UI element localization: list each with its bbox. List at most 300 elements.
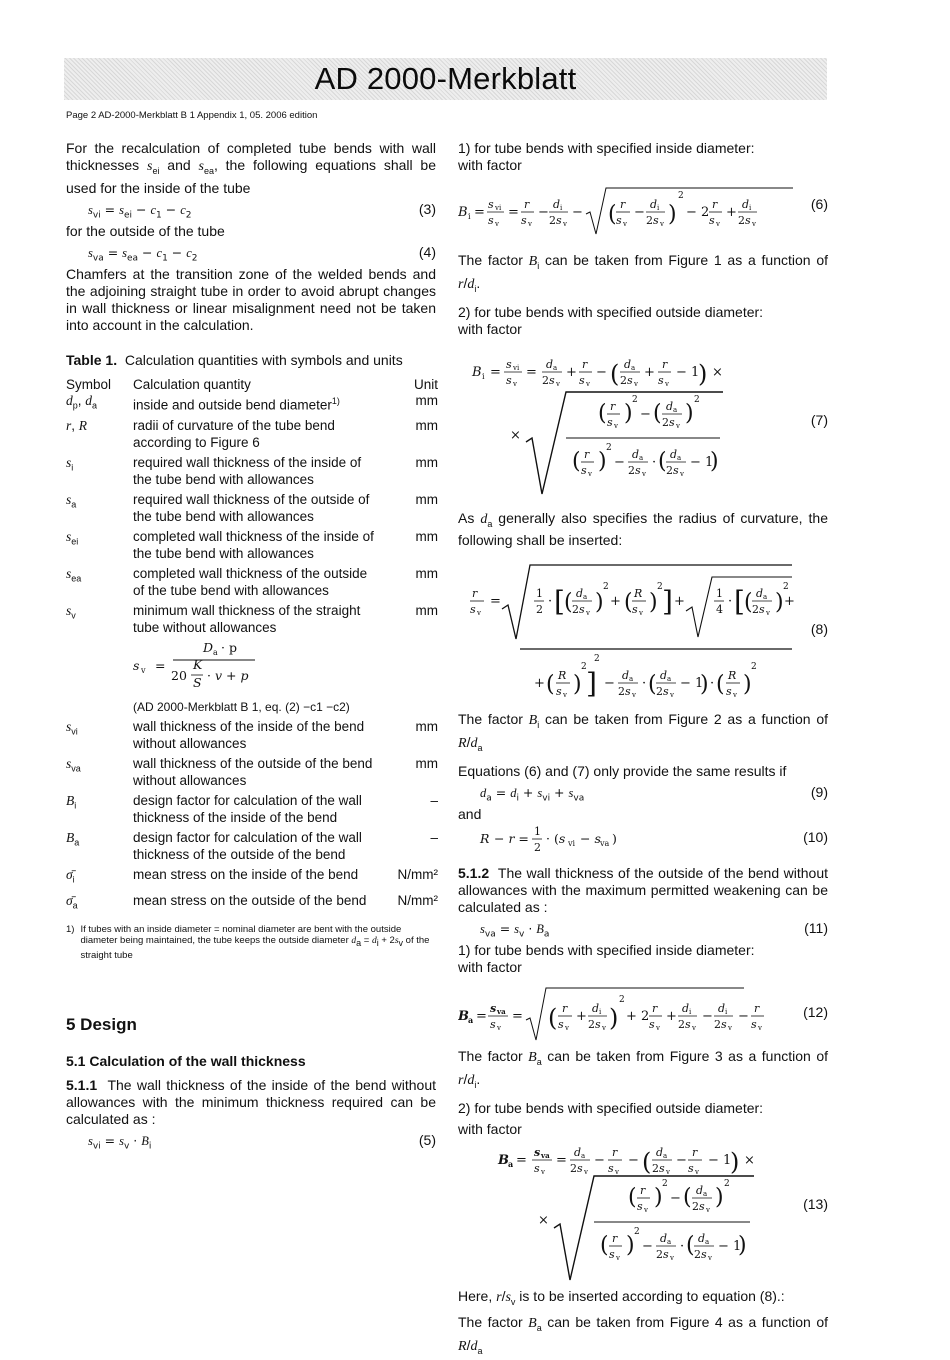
- svg-text:(: (: [608, 202, 617, 227]
- svg-text:vi: vi: [495, 204, 502, 212]
- svg-text:s: s: [751, 1017, 757, 1031]
- svg-text:r: r: [472, 587, 478, 601]
- paragraph-5-1-2: 5.1.2 The wall thickness of the outside of the bend without allowances with the maximum permitted weakening can be calculated as :: [458, 864, 828, 915]
- svg-text:×: ×: [744, 1152, 755, 1168]
- svg-text:r: r: [754, 1001, 760, 1015]
- equation-12: B a = s va s v = ( r s v + d i 2s v ) 2 + 2 r s v + d i 2s v − d i 2s v − r s v (12): [458, 984, 828, 1044]
- svg-text:2: 2: [694, 394, 700, 405]
- svg-text:s: s: [579, 373, 585, 387]
- svg-text:(: (: [598, 400, 607, 426]
- svg-text:+ 2: + 2: [626, 1008, 650, 1024]
- svg-text:a: a: [553, 363, 558, 372]
- table-row: r, R radii of curvature of the tube bend according to Figure 6 mm: [66, 418, 438, 450]
- svg-text:r: r: [562, 1001, 568, 1015]
- table-row: $s_i$ required wall thickness of the inside of the tube bend with allowances mm: [66, 455, 438, 487]
- svg-text:2s: 2s: [694, 1247, 707, 1261]
- svg-text:1: 1: [534, 824, 541, 838]
- svg-text:−: −: [642, 1238, 653, 1254]
- svg-text:vi: vi: [568, 838, 576, 848]
- svg-text:v: v: [584, 1167, 588, 1176]
- intro-paragraph: For the recalculation of completed tube bends with wall thicknesses $s_{ei}$ and $s_{ea}$, the following equations shall be used for the inside of the tube: [66, 140, 437, 196]
- svg-text:20: 20: [171, 668, 187, 684]
- svg-text:s: s: [632, 603, 638, 617]
- table-row: $s_a$ required wall thickness of the outside of the tube bend with allowances mm: [66, 492, 438, 524]
- svg-text:a: a: [763, 593, 768, 602]
- svg-text:a: a: [581, 1151, 586, 1160]
- svg-text:(: (: [600, 1232, 609, 1258]
- svg-text:i: i: [725, 1007, 728, 1016]
- running-head: Page 2 AD-2000-Merkblatt B 1 Appendix 1, 05. 2006 edition: [66, 110, 318, 121]
- svg-text:v: v: [586, 609, 590, 618]
- svg-text:(: (: [546, 672, 555, 698]
- svg-text:a: a: [639, 453, 644, 462]
- svg-text:d: d: [670, 447, 678, 461]
- svg-text:s: s: [658, 373, 664, 387]
- svg-text:s: s: [556, 685, 562, 699]
- case-1-inside: 1) for tube bends with specified inside diameter:: [458, 140, 755, 156]
- svg-text:2s: 2s: [618, 685, 631, 699]
- chamfers-paragraph: Chamfers at the transition zone of the welded bends and the adjoining straight tube in order to avoid abrupt changes in wall thickness or linear misalignment need not be taken into account in the calculation.: [66, 265, 436, 333]
- svg-text:v: v: [708, 1253, 712, 1262]
- equation-8: r s v = 1 2 · [ ( d a 2s v ) 2 + ( R s v ) 2 ] + 1 4 · [ ( d a 2s v ) 2 + + ( R s v ) 2 ] 2 − d a 2s v · ( d a 2s v − 1 ) · ( R s v ) 2 (8): [458, 559, 828, 707]
- svg-text:d: d: [682, 1001, 690, 1015]
- svg-text:·: ·: [548, 594, 553, 610]
- svg-text:d: d: [553, 198, 561, 211]
- svg-text:d: d: [622, 669, 630, 683]
- svg-text:s: s: [637, 1199, 643, 1213]
- svg-text:(: (: [716, 672, 725, 698]
- svg-text:−: −: [572, 205, 583, 220]
- here-paragraph: Here, $r/s_v$ is to be inserted according to equation (8).:: [458, 1287, 785, 1307]
- table-row: $s_{ea}$ completed wall thickness of the outside of the tube bend with allowances mm: [66, 566, 438, 598]
- svg-text:a: a: [508, 1158, 514, 1169]
- svg-text:v: v: [642, 469, 646, 478]
- svg-text:=: =: [155, 658, 166, 674]
- svg-text:r: r: [612, 1231, 618, 1245]
- sv-formula: [133, 638, 373, 694]
- svg-text:d: d: [698, 1231, 706, 1245]
- svg-text:R: R: [480, 830, 490, 846]
- page-title: AD 2000-Merkblatt: [314, 61, 577, 96]
- svg-text:v: v: [695, 1167, 699, 1176]
- svg-text:i: i: [749, 204, 752, 212]
- svg-text:(: (: [642, 1147, 652, 1176]
- svg-text:): ): [698, 359, 708, 388]
- section-5-1-heading: 5.1 Calculation of the wall thickness: [66, 1053, 306, 1070]
- svg-text:r: r: [584, 447, 590, 461]
- svg-text:v: v: [634, 379, 638, 388]
- svg-text:·: ·: [728, 594, 733, 610]
- table-row: $s_{ei}$ completed wall thickness of the inside of the tube bend with allowances mm: [66, 529, 438, 561]
- svg-text:(: (: [572, 448, 581, 474]
- paragraph-5-1-1: 5.1.1 The wall thickness of the inside of the bend without allowances with the minimum thickness required can be calculated as :: [66, 1077, 436, 1128]
- svg-text:2s: 2s: [549, 214, 562, 227]
- svg-text:d: d: [632, 447, 640, 461]
- svg-text:B: B: [498, 1152, 509, 1168]
- svg-text:): ): [654, 1184, 663, 1210]
- svg-text:v: v: [716, 220, 720, 228]
- svg-text:v: v: [692, 1023, 696, 1032]
- svg-text:r: r: [620, 198, 626, 211]
- table-caption: Table 1. Calculation quantities with symbols and units: [66, 351, 403, 368]
- svg-text:D: D: [203, 640, 214, 656]
- svg-text:d: d: [574, 1145, 582, 1159]
- svg-text:v: v: [766, 609, 770, 618]
- svg-text:s: s: [608, 1161, 614, 1175]
- svg-text:=: =: [508, 205, 519, 220]
- right-column: [458, 140, 828, 1360]
- svg-text:v: v: [141, 666, 146, 676]
- svg-text:×: ×: [510, 427, 521, 443]
- svg-text:): ): [595, 590, 604, 616]
- equation-4: $s_{va} = s_{ea} - c_1 - c_2$ (4): [88, 243, 436, 264]
- svg-text:d: d: [742, 198, 750, 211]
- svg-text:v: v: [477, 609, 481, 618]
- svg-text:2: 2: [662, 1178, 668, 1189]
- svg-text:v: v: [615, 1167, 619, 1176]
- svg-text:·: ·: [642, 676, 647, 692]
- svg-text:v: v: [586, 379, 590, 388]
- with-factor-label-3: with factor: [458, 958, 522, 975]
- svg-text:): ): [730, 1147, 740, 1176]
- with-factor-label-2: with factor: [458, 320, 522, 337]
- svg-text:): ): [626, 1232, 635, 1258]
- svg-text:2: 2: [751, 662, 757, 673]
- svg-text:2: 2: [603, 582, 609, 593]
- svg-text:i: i: [560, 204, 563, 212]
- svg-text:[: [: [554, 585, 565, 619]
- svg-text:− 1: − 1: [680, 676, 704, 692]
- svg-text:s: s: [581, 463, 587, 477]
- svg-text:): ): [668, 202, 677, 227]
- svg-text:d: d: [660, 1231, 668, 1245]
- table-row: $s_{va}$ wall thickness of the outside of the bend without allowances mm: [66, 756, 438, 788]
- svg-text:2: 2: [678, 191, 684, 201]
- svg-text:s: s: [534, 1145, 541, 1159]
- svg-text:2s: 2s: [752, 603, 765, 617]
- svg-text:1: 1: [536, 587, 543, 601]
- with-factor-label: with factor: [458, 157, 522, 173]
- svg-text:v: v: [632, 691, 636, 700]
- svg-text:(: (: [683, 1184, 692, 1210]
- svg-text:v: v: [563, 220, 567, 228]
- svg-text:S: S: [193, 675, 202, 691]
- svg-text:2: 2: [581, 662, 587, 673]
- svg-text:s: s: [688, 1161, 694, 1175]
- svg-text:d: d: [624, 357, 632, 371]
- table-row: $B_i$ design factor for calculation of the wall thickness of the inside of the bend –: [66, 793, 438, 825]
- svg-text:a: a: [673, 405, 678, 414]
- svg-text:va: va: [600, 838, 610, 848]
- svg-text:va: va: [541, 1150, 550, 1160]
- svg-text:(: (: [658, 448, 667, 474]
- svg-text:d: d: [650, 198, 658, 211]
- svg-text:=: =: [512, 1008, 523, 1024]
- svg-text:s: s: [490, 1001, 497, 1015]
- svg-text:−: −: [738, 1008, 749, 1024]
- with-factor-label-4: with factor: [458, 1120, 522, 1137]
- svg-text:2s: 2s: [572, 603, 585, 617]
- table-row: $B_a$ design factor for calculation of the wall thickness of the outside of the bend –: [66, 830, 438, 862]
- svg-text:=: =: [474, 205, 485, 220]
- figure-2-reference: The factor $B_i$ can be taken from Figure 2 as a function of $R/d_a$: [458, 711, 828, 753]
- svg-text:a: a: [667, 675, 672, 684]
- svg-text:−: −: [628, 1152, 639, 1168]
- svg-text:v: v: [541, 1167, 545, 1176]
- svg-text:a: a: [663, 1151, 668, 1160]
- svg-text:− s: − s: [580, 830, 601, 846]
- svg-text:+: +: [674, 594, 685, 610]
- svg-text:]: ]: [586, 667, 597, 701]
- svg-text:+: +: [644, 364, 655, 380]
- svg-text:v: v: [676, 421, 680, 430]
- svg-text:s: s: [534, 1161, 540, 1175]
- svg-text:(: (: [648, 672, 657, 698]
- svg-text:2s: 2s: [714, 1017, 727, 1031]
- svg-text:=: =: [476, 1008, 487, 1024]
- equation-13: B a = s va s v = d a 2s v − r s v − ( d a 2s v − r s v − 1 ) × × ( r s v ) 2 − ( d a 2s v ) 2 ( r s v ) 2 − d a 2s v · ( d a 2s v − 1 ) (13): [458, 1140, 828, 1288]
- svg-text:·: ·: [652, 454, 657, 470]
- svg-text:−: −: [702, 1008, 713, 1024]
- svg-text:): ): [598, 448, 607, 474]
- svg-text:s: s: [558, 1017, 564, 1031]
- svg-text:v: v: [666, 1167, 670, 1176]
- svg-text:r: r: [692, 1145, 698, 1159]
- svg-text:2: 2: [594, 654, 600, 665]
- svg-text:): ): [715, 1184, 724, 1210]
- svg-text:2: 2: [536, 603, 543, 617]
- svg-text:=: =: [490, 594, 501, 610]
- svg-text:vi: vi: [513, 363, 520, 372]
- svg-text:s: s: [488, 198, 494, 211]
- svg-text:(: (: [610, 359, 620, 388]
- svg-text:(: (: [564, 590, 573, 616]
- svg-text:2s: 2s: [588, 1017, 601, 1031]
- svg-text:s: s: [488, 214, 494, 227]
- svg-text:2: 2: [724, 1178, 730, 1189]
- svg-text:i: i: [482, 371, 485, 381]
- svg-text:2s: 2s: [666, 463, 679, 477]
- svg-text:d: d: [656, 1145, 664, 1159]
- svg-text:v: v: [556, 379, 560, 388]
- svg-text:r: r: [662, 357, 668, 371]
- svg-text:): ): [775, 590, 784, 616]
- svg-text:−: −: [676, 1152, 687, 1168]
- svg-text:+: +: [726, 205, 737, 220]
- svg-text:(: (: [744, 590, 753, 616]
- svg-text:v: v: [614, 421, 618, 430]
- svg-text:v: v: [497, 1023, 501, 1032]
- svg-text:v: v: [495, 220, 499, 228]
- svg-text:r: r: [652, 1001, 658, 1015]
- svg-text:s: s: [609, 1247, 615, 1261]
- svg-text:r: r: [610, 399, 616, 413]
- svg-text:B: B: [458, 205, 468, 220]
- svg-text:2s: 2s: [692, 1199, 705, 1213]
- svg-text:2s: 2s: [570, 1161, 583, 1175]
- svg-text:−: −: [604, 676, 615, 692]
- svg-text:a: a: [213, 648, 218, 658]
- svg-text:d: d: [696, 1183, 704, 1197]
- svg-text:v: v: [656, 1023, 660, 1032]
- svg-text:a: a: [667, 1237, 672, 1246]
- svg-text:· p: · p: [221, 640, 237, 656]
- svg-text:v: v: [639, 609, 643, 618]
- svg-text:v: v: [602, 1023, 606, 1032]
- svg-text:2: 2: [632, 394, 638, 405]
- svg-text:v: v: [623, 220, 627, 228]
- equation-3: $s_{vi} = s_{ei} - c_1 - c_2$ (3): [88, 200, 436, 221]
- svg-text:s: s: [470, 603, 476, 617]
- svg-text:): ): [685, 400, 694, 426]
- svg-text:v: v: [680, 469, 684, 478]
- case-2-outside-b: 2) for tube bends with specified outside diameter:: [458, 1099, 764, 1116]
- svg-text:v: v: [660, 220, 664, 228]
- svg-text:− 1: − 1: [718, 1238, 742, 1254]
- svg-text:d: d: [576, 587, 584, 601]
- equation-5: $s_{vi} = s_v \cdot B_i$ (5): [88, 1132, 436, 1152]
- svg-text:=: =: [490, 364, 501, 380]
- svg-text:d: d: [666, 399, 674, 413]
- svg-text:2: 2: [606, 442, 612, 453]
- svg-text:a: a: [468, 1014, 474, 1025]
- svg-text:): ): [612, 830, 617, 846]
- svg-text:r: r: [612, 1145, 618, 1159]
- svg-text:d: d: [660, 669, 668, 683]
- svg-text:s: s: [616, 214, 622, 227]
- svg-text:−: −: [634, 205, 645, 220]
- svg-text:v: v: [563, 691, 567, 700]
- symbols-table: [66, 377, 438, 914]
- svg-text:s: s: [506, 373, 512, 387]
- svg-text:− r =: − r =: [494, 830, 529, 846]
- svg-text:a: a: [583, 593, 588, 602]
- svg-text:v: v: [588, 469, 592, 478]
- svg-text:): ): [649, 590, 658, 616]
- svg-text:v: v: [644, 1205, 648, 1214]
- svg-text:d: d: [756, 587, 764, 601]
- svg-text:): ): [624, 400, 633, 426]
- svg-text:v: v: [752, 220, 756, 228]
- svg-text:2s: 2s: [656, 685, 669, 699]
- svg-text:+: +: [784, 594, 795, 610]
- svg-text:×: ×: [538, 1212, 549, 1228]
- left-column: [66, 140, 436, 1154]
- svg-text:i: i: [657, 204, 660, 212]
- svg-text:v: v: [670, 1253, 674, 1262]
- svg-text:a: a: [703, 1189, 708, 1198]
- svg-text:): ): [743, 672, 752, 698]
- svg-text:2s: 2s: [646, 214, 659, 227]
- svg-text:2: 2: [634, 1226, 640, 1237]
- svg-text:−: −: [614, 454, 625, 470]
- svg-text:i: i: [468, 212, 471, 221]
- table-row: $s_v$ minimum wall thickness of the straight tube without allowances s v = D a · p K 20 S · v + p (AD 2000-Merkblatt B 1, eq. (2) −c1 −c2) mm: [66, 603, 438, 714]
- svg-text:s: s: [709, 214, 715, 227]
- svg-text:v: v: [728, 1023, 732, 1032]
- svg-text:v: v: [665, 379, 669, 388]
- svg-text:d: d: [546, 357, 554, 371]
- svg-text:2: 2: [783, 582, 789, 593]
- svg-text:− 1: − 1: [690, 454, 714, 470]
- svg-text:+: +: [534, 676, 545, 692]
- svg-text:+: +: [576, 1008, 587, 1024]
- svg-text:2s: 2s: [628, 463, 641, 477]
- svg-text:a: a: [629, 675, 634, 684]
- svg-text:4: 4: [716, 603, 723, 617]
- svg-text:−: −: [596, 364, 607, 380]
- svg-text:2s: 2s: [620, 373, 633, 387]
- svg-text:−: −: [640, 406, 651, 422]
- svg-text:− 1: − 1: [676, 364, 700, 380]
- svg-text:+: +: [666, 1008, 677, 1024]
- svg-text:R: R: [558, 669, 567, 683]
- svg-text:d: d: [718, 1001, 726, 1015]
- svg-text:×: ×: [712, 364, 723, 380]
- svg-text:−: −: [594, 1152, 605, 1168]
- and-label: and: [458, 805, 482, 822]
- as-da-paragraph: As $d_a$ generally also specifies the radius of curvature, the following shall be inserted:: [458, 509, 828, 549]
- svg-text:− 1: − 1: [708, 1152, 732, 1168]
- svg-text:− 2: − 2: [686, 205, 710, 220]
- svg-text:·: ·: [710, 676, 715, 692]
- same-results-text: Equations (6) and (7) only provide the same results if: [458, 762, 787, 779]
- svg-text:(: (: [686, 1232, 695, 1258]
- svg-text:v: v: [733, 691, 737, 700]
- svg-text:): ): [700, 672, 709, 698]
- svg-text:va: va: [497, 1006, 506, 1016]
- svg-text:v: v: [706, 1205, 710, 1214]
- svg-text:2s: 2s: [656, 1247, 669, 1261]
- svg-text:s: s: [521, 214, 527, 227]
- svg-text:s: s: [133, 658, 140, 674]
- svg-text:2s: 2s: [678, 1017, 691, 1031]
- case-2-outside: 2) for tube bends with specified outside diameter:: [458, 303, 764, 320]
- case-1-inside-b: 1) for tube bends with specified inside diameter:: [458, 941, 755, 958]
- svg-text:i: i: [599, 1007, 602, 1016]
- svg-text:v: v: [565, 1023, 569, 1032]
- svg-text:(: (: [653, 400, 662, 426]
- header-banner: [64, 58, 827, 100]
- svg-text:2s: 2s: [542, 373, 555, 387]
- equation-10: R − r = 1 2 · (s vi − s va ) (10): [480, 824, 828, 854]
- svg-text:R: R: [634, 587, 643, 601]
- svg-text:r: r: [712, 198, 718, 211]
- section-5-heading: 5 Design: [66, 1015, 137, 1035]
- svg-text:r: r: [640, 1183, 646, 1197]
- svg-text:i: i: [689, 1007, 692, 1016]
- svg-text:2: 2: [534, 840, 541, 854]
- svg-text:v: v: [616, 1253, 620, 1262]
- svg-text:v: v: [758, 1023, 762, 1032]
- table-row: $\sigmā_a$ mean stress on the outside of the bend N/mm²: [66, 892, 438, 911]
- svg-text:a: a: [631, 363, 636, 372]
- svg-text:·: ·: [680, 1238, 685, 1254]
- svg-text:s: s: [649, 1017, 655, 1031]
- table-row: $\sigmā_i$ mean stress on the inside of the bend N/mm²: [66, 867, 438, 886]
- svg-text:s: s: [607, 415, 613, 429]
- outside-label: for the outside of the tube: [66, 222, 225, 239]
- figure-3-reference: The factor $B_a$ can be taken from Figure 3 as a function of $r/d_i$.: [458, 1047, 829, 1090]
- svg-text:−: −: [670, 1190, 681, 1206]
- svg-text:2s: 2s: [662, 415, 675, 429]
- svg-text:K: K: [193, 657, 203, 673]
- table-header-row: Symbol Calculation quantity Unit: [66, 376, 438, 392]
- svg-text:=: =: [526, 364, 537, 380]
- svg-text:v: v: [670, 691, 674, 700]
- svg-text:]: ]: [662, 585, 673, 619]
- svg-text:s: s: [490, 1017, 496, 1031]
